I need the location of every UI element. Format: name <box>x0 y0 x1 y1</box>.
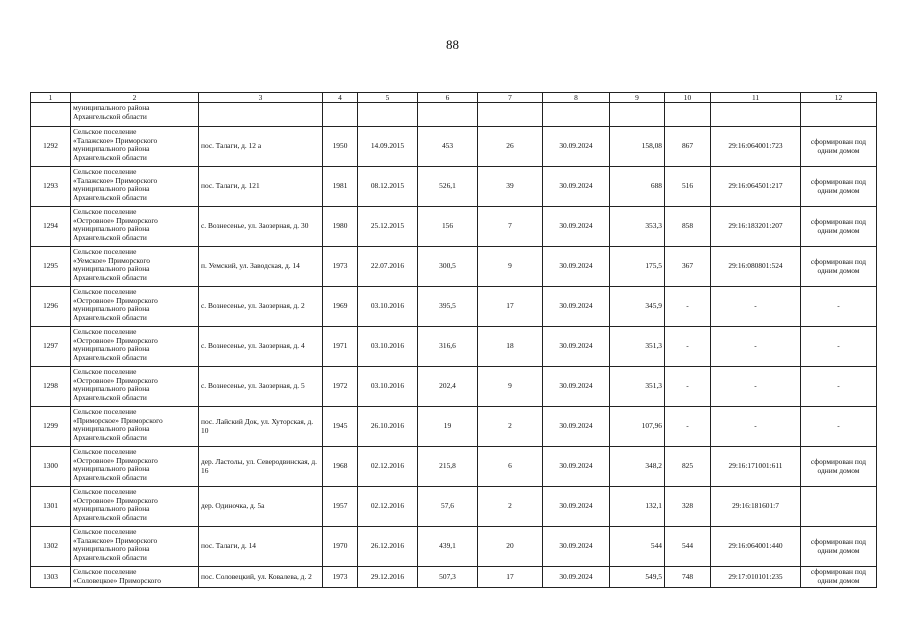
resettlement-deadline: 30.09.2024 <box>543 247 610 287</box>
column-header: 5 <box>358 93 418 103</box>
land-note: сформирован под одним домом <box>801 127 877 167</box>
resettlement-deadline: 30.09.2024 <box>543 327 610 367</box>
residents-count: 18 <box>478 327 543 367</box>
row-number: 1292 <box>31 127 71 167</box>
living-area: 345,9 <box>610 287 665 327</box>
land-note: сформирован под одним домом <box>801 167 877 207</box>
land-note: сформирован под одним домом <box>801 247 877 287</box>
build-year: 1970 <box>323 527 358 567</box>
area: 156 <box>418 207 478 247</box>
row-number: 1301 <box>31 487 71 527</box>
row-number: 1293 <box>31 167 71 207</box>
area: 57,6 <box>418 487 478 527</box>
recognition-date: 03.10.2016 <box>358 367 418 407</box>
living-area: 351,3 <box>610 327 665 367</box>
column-header: 9 <box>610 93 665 103</box>
land-note: сформирован под одним домом <box>801 447 877 487</box>
row-number: 1299 <box>31 407 71 447</box>
area: 507,3 <box>418 567 478 588</box>
recognition-date: 14.09.2015 <box>358 127 418 167</box>
settlement-name: Сельское поселение «Островное» Приморского муниципального района Архангельской области <box>71 207 199 247</box>
cadastral-number: 29:16:183201:207 <box>711 207 801 247</box>
resettlement-deadline: 30.09.2024 <box>543 407 610 447</box>
area: 202,4 <box>418 367 478 407</box>
table-row <box>31 487 877 527</box>
living-area: 132,1 <box>610 487 665 527</box>
area: 526,1 <box>418 167 478 207</box>
cadastral-number: - <box>711 407 801 447</box>
cadastral-number: - <box>711 367 801 407</box>
settlement-name: Сельское поселение «Соловецкое» Приморского <box>71 567 199 588</box>
settlement-name: Сельское поселение «Талажское» Приморского муниципального района Архангельской области <box>71 167 199 207</box>
settlement-name: Сельское поселение «Талажское» Приморского муниципального района Архангельской области <box>71 127 199 167</box>
row-number: 1303 <box>31 567 71 588</box>
land-area: 544 <box>665 527 711 567</box>
recognition-date: 25.12.2015 <box>358 207 418 247</box>
row-number: 1302 <box>31 527 71 567</box>
recognition-date: 26.12.2016 <box>358 527 418 567</box>
address: с. Вознесенье, ул. Заозерная, д. 2 <box>199 287 323 327</box>
settlement-name: Сельское поселение «Уемское» Приморского муниципального района Архангельской области <box>71 247 199 287</box>
build-year: 1981 <box>323 167 358 207</box>
table-row <box>31 287 877 327</box>
address: пос. Соловецкий, ул. Ковалева, д. 2 <box>199 567 323 588</box>
residents-count: 2 <box>478 407 543 447</box>
column-header: 1 <box>31 93 71 103</box>
build-year: 1957 <box>323 487 358 527</box>
row-number: 1296 <box>31 287 71 327</box>
build-year: 1972 <box>323 367 358 407</box>
cadastral-number: - <box>711 327 801 367</box>
land-area: - <box>665 407 711 447</box>
cadastral-number: - <box>711 287 801 327</box>
resettlement-deadline: 30.09.2024 <box>543 367 610 407</box>
resettlement-deadline: 30.09.2024 <box>543 527 610 567</box>
address: п. Уемский, ул. Заводская, д. 14 <box>199 247 323 287</box>
column-header: 6 <box>418 93 478 103</box>
row-number: 1300 <box>31 447 71 487</box>
land-area: 867 <box>665 127 711 167</box>
housing-register-table <box>30 92 877 588</box>
land-area: 825 <box>665 447 711 487</box>
address: дер. Ластолы, ул. Северодвинская, д. 16 <box>199 447 323 487</box>
address: с. Вознесенье, ул. Заозерная, д. 5 <box>199 367 323 407</box>
resettlement-deadline: 30.09.2024 <box>543 167 610 207</box>
residents-count: 39 <box>478 167 543 207</box>
table-row <box>31 407 877 447</box>
land-note: сформирован под одним домом <box>801 527 877 567</box>
land-note: - <box>801 367 877 407</box>
land-note: - <box>801 407 877 447</box>
land-note: сформирован под одним домом <box>801 207 877 247</box>
cadastral-number: 29:16:064001:440 <box>711 527 801 567</box>
residents-count: 2 <box>478 487 543 527</box>
continuation-row <box>31 103 877 127</box>
residents-count: 7 <box>478 207 543 247</box>
resettlement-deadline: 30.09.2024 <box>543 567 610 588</box>
living-area: 175,5 <box>610 247 665 287</box>
row-number: 1295 <box>31 247 71 287</box>
cadastral-number: 29:17:010101:235 <box>711 567 801 588</box>
cadastral-number: 29:16:064001:723 <box>711 127 801 167</box>
land-area: - <box>665 367 711 407</box>
area: 300,5 <box>418 247 478 287</box>
column-header: 3 <box>199 93 323 103</box>
area: 395,5 <box>418 287 478 327</box>
resettlement-deadline: 30.09.2024 <box>543 487 610 527</box>
resettlement-deadline: 30.09.2024 <box>543 127 610 167</box>
recognition-date: 03.10.2016 <box>358 327 418 367</box>
living-area: 353,3 <box>610 207 665 247</box>
table-row <box>31 167 877 207</box>
land-area: 516 <box>665 167 711 207</box>
address: с. Вознесенье, ул. Заозерная, д. 4 <box>199 327 323 367</box>
table-row <box>31 367 877 407</box>
cadastral-number: 29:16:181601:7 <box>711 487 801 527</box>
residents-count: 20 <box>478 527 543 567</box>
cadastral-number: 29:16:064501:217 <box>711 167 801 207</box>
build-year: 1969 <box>323 287 358 327</box>
column-header: 8 <box>543 93 610 103</box>
column-header: 10 <box>665 93 711 103</box>
table-row <box>31 127 877 167</box>
settlement-name: муниципального района Архангельской области <box>71 103 199 127</box>
recognition-date: 03.10.2016 <box>358 287 418 327</box>
living-area: 688 <box>610 167 665 207</box>
address: пос. Талаги, д. 121 <box>199 167 323 207</box>
row-number: 1294 <box>31 207 71 247</box>
living-area: 158,08 <box>610 127 665 167</box>
column-header: 7 <box>478 93 543 103</box>
living-area: 544 <box>610 527 665 567</box>
settlement-name: Сельское поселение «Приморское» Приморского муниципального района Архангельской области <box>71 407 199 447</box>
column-header: 2 <box>71 93 199 103</box>
land-area: - <box>665 287 711 327</box>
column-header: 11 <box>711 93 801 103</box>
table-row <box>31 247 877 287</box>
recognition-date: 29.12.2016 <box>358 567 418 588</box>
row-number: 1298 <box>31 367 71 407</box>
recognition-date: 26.10.2016 <box>358 407 418 447</box>
build-year: 1973 <box>323 247 358 287</box>
recognition-date: 08.12.2015 <box>358 167 418 207</box>
address: пос. Талаги, д. 12 а <box>199 127 323 167</box>
address: пос. Лайский Док, ул. Хуторская, д. 10 <box>199 407 323 447</box>
land-note <box>801 487 877 527</box>
resettlement-deadline: 30.09.2024 <box>543 207 610 247</box>
address: пос. Талаги, д. 14 <box>199 527 323 567</box>
residents-count: 9 <box>478 247 543 287</box>
page-number: 88 <box>446 37 459 52</box>
residents-count: 26 <box>478 127 543 167</box>
cadastral-number: 29:16:080801:524 <box>711 247 801 287</box>
table-row <box>31 327 877 367</box>
column-header: 4 <box>323 93 358 103</box>
land-area: 367 <box>665 247 711 287</box>
table-row <box>31 567 877 588</box>
living-area: 351,3 <box>610 367 665 407</box>
settlement-name: Сельское поселение «Островное» Приморского муниципального района Архангельской области <box>71 287 199 327</box>
resettlement-deadline: 30.09.2024 <box>543 447 610 487</box>
build-year: 1945 <box>323 407 358 447</box>
address: дер. Одиночка, д. 5а <box>199 487 323 527</box>
area: 439,1 <box>418 527 478 567</box>
cadastral-number: 29:16:171001:611 <box>711 447 801 487</box>
land-area: - <box>665 327 711 367</box>
living-area: 107,96 <box>610 407 665 447</box>
settlement-name: Сельское поселение «Островное» Приморского муниципального района Архангельской области <box>71 487 199 527</box>
table-row <box>31 207 877 247</box>
address: с. Вознесенье, ул. Заозерная, д. 30 <box>199 207 323 247</box>
residents-count: 17 <box>478 287 543 327</box>
land-note: сформирован под одним домом <box>801 567 877 588</box>
header-row <box>31 93 877 103</box>
settlement-name: Сельское поселение «Островное» Приморского муниципального района Архангельской области <box>71 367 199 407</box>
land-area: 748 <box>665 567 711 588</box>
table-row <box>31 527 877 567</box>
build-year: 1971 <box>323 327 358 367</box>
row-number: 1297 <box>31 327 71 367</box>
build-year: 1973 <box>323 567 358 588</box>
build-year: 1968 <box>323 447 358 487</box>
residents-count: 6 <box>478 447 543 487</box>
land-note: - <box>801 287 877 327</box>
residents-count: 9 <box>478 367 543 407</box>
column-header: 12 <box>801 93 877 103</box>
settlement-name: Сельское поселение «Островное» Приморского муниципального района Архангельской области <box>71 447 199 487</box>
recognition-date: 02.12.2016 <box>358 447 418 487</box>
land-note: - <box>801 327 877 367</box>
resettlement-deadline: 30.09.2024 <box>543 287 610 327</box>
recognition-date: 02.12.2016 <box>358 487 418 527</box>
area: 453 <box>418 127 478 167</box>
area: 316,6 <box>418 327 478 367</box>
residents-count: 17 <box>478 567 543 588</box>
table-row <box>31 447 877 487</box>
settlement-name: Сельское поселение «Талажское» Приморского муниципального района Архангельской области <box>71 527 199 567</box>
area: 19 <box>418 407 478 447</box>
land-area: 328 <box>665 487 711 527</box>
recognition-date: 22.07.2016 <box>358 247 418 287</box>
living-area: 348,2 <box>610 447 665 487</box>
living-area: 549,5 <box>610 567 665 588</box>
build-year: 1980 <box>323 207 358 247</box>
land-area: 858 <box>665 207 711 247</box>
build-year: 1950 <box>323 127 358 167</box>
settlement-name: Сельское поселение «Островное» Приморского муниципального района Архангельской области <box>71 327 199 367</box>
area: 215,8 <box>418 447 478 487</box>
